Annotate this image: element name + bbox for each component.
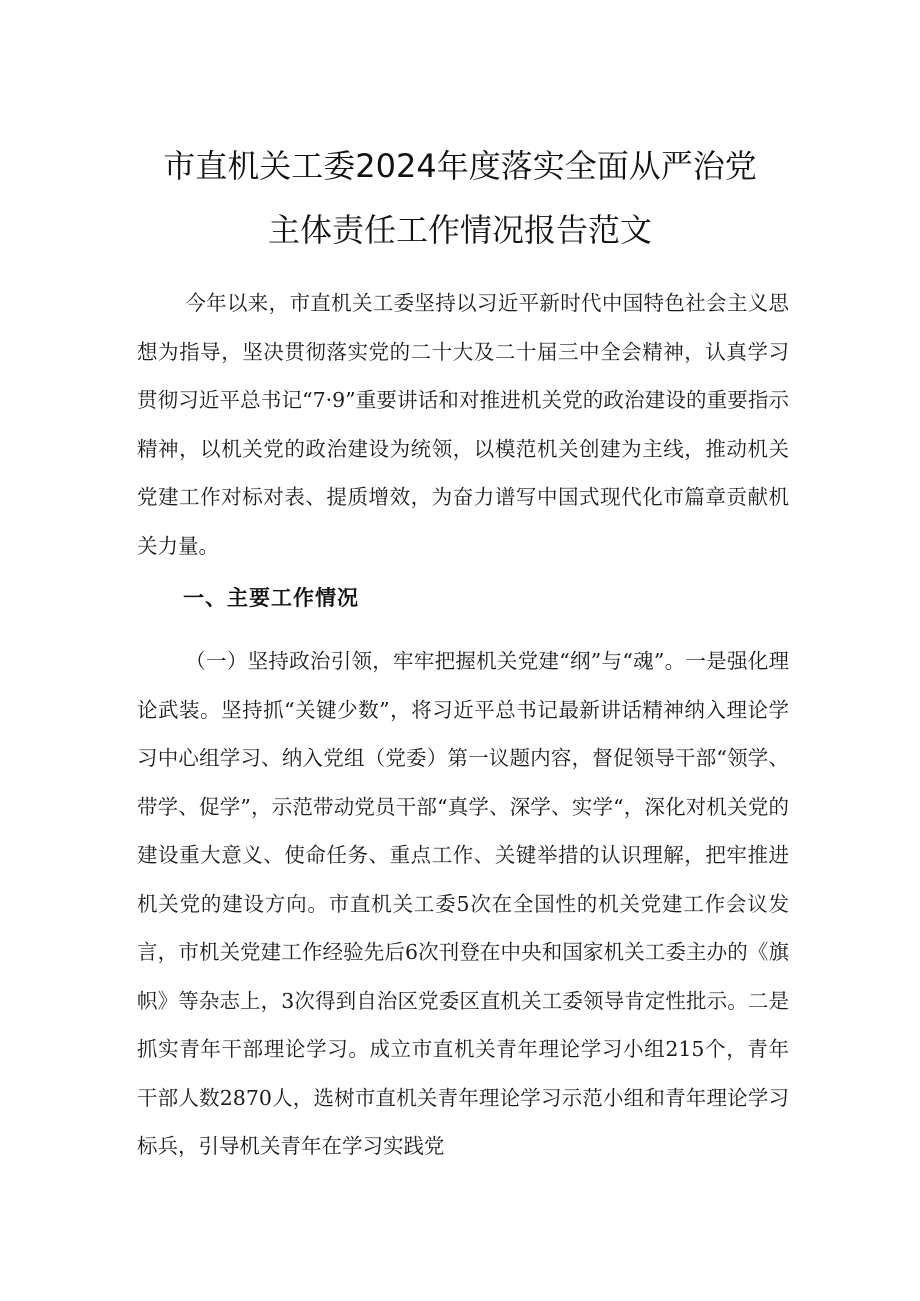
section-1-paragraph-text: （一）坚持政治引领，牢牢把握机关党建“纲”与“魂”。一是强化理论武装。坚持抓“关键少数”，将习近平总书记最新讲话精神纳入理论学习中心组学习、纳入党组（党委）第一议题内容，督促领导干部“领学、带学、促学”，示范带动党员干部“真学、深学、实学“，深化对机关党的建设重大意义、使命任务、重点工作、关键举措的认识理解，把牢推进机关党的建设方向。市直机关工委5次在全国性的机关党建工作会议发言，市机关党建工作经验先后6次刊登在中央和国家机关工委主办的《旗帜》等杂志上，3次得到自治区党委区直机关工委领导肯定性批示。二是抓实青年干部理论学习。成立市直机关青年理论学习小组215个，青年干部人数2870人，选树市直机关青年理论学习示范小组和青年理论学习标兵，引导机关青年在学习实践党 xyxy=(137,649,789,1158)
intro-paragraph-text: 今年以来，市直机关工委坚持以习近平新时代中国特色社会主义思想为指导，坚决贯彻落实党的二十大及二十届三中全会精神，认真学习贯彻习近平总书记“7·9”重要讲话和对推进机关党的政治建设的重要指示精神，以机关党的政治建设为统领，以模范机关创建为主线，推动机关党建工作对标对表、提质增效，为奋力谱写中国式现代化市篇章贡献机关力量。 xyxy=(137,291,789,558)
document-title-line-1: 市直机关工委2024年度落实全面从严治党 xyxy=(163,147,757,185)
intro-paragraph xyxy=(137,279,789,570)
document-title-line-2: 主体责任工作情况报告范文 xyxy=(267,211,652,249)
section-1-heading: 一、主要工作情况 xyxy=(183,585,359,610)
section-1-paragraph xyxy=(137,637,789,1171)
